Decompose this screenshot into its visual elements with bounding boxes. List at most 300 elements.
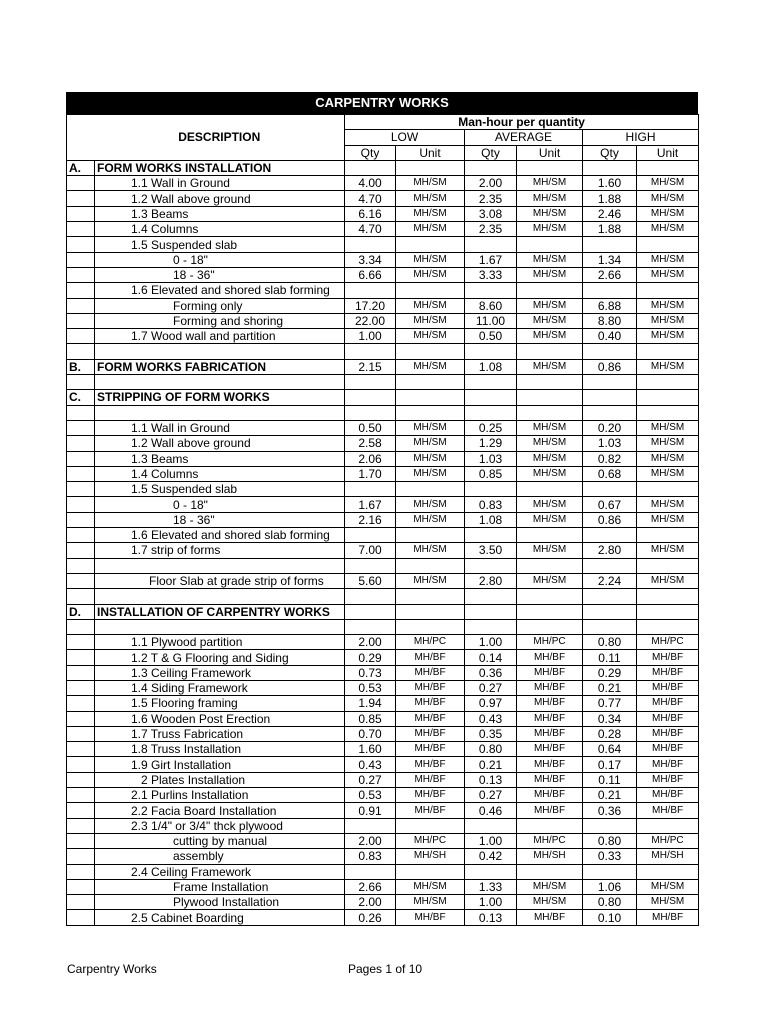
low-unit-cell: MH/PC bbox=[396, 635, 465, 650]
low-unit-cell bbox=[396, 375, 465, 390]
average-qty-cell bbox=[465, 864, 517, 879]
low-unit-cell bbox=[396, 237, 465, 252]
average-unit-cell: MH/SM bbox=[517, 298, 583, 313]
table-row bbox=[67, 176, 699, 191]
average-qty-cell: 0.27 bbox=[465, 788, 517, 803]
header-row-2 bbox=[67, 130, 699, 145]
high-qty-cell: 2.24 bbox=[583, 573, 637, 588]
average-unit-cell: MH/SM bbox=[517, 543, 583, 558]
low-qty-cell: 6.66 bbox=[345, 267, 396, 282]
sheet-title: CARPENTRY WORKS bbox=[66, 92, 698, 114]
high-unit-cell bbox=[637, 604, 699, 619]
high-unit-cell: MH/SM bbox=[637, 573, 699, 588]
low-unit-cell: MH/SM bbox=[396, 222, 465, 237]
low-unit-cell: MH/SM bbox=[396, 420, 465, 435]
average-qty-cell bbox=[465, 482, 517, 497]
high-qty-cell bbox=[583, 619, 637, 634]
high-qty-cell: 2.66 bbox=[583, 267, 637, 282]
low-qty-cell: 1.60 bbox=[345, 742, 396, 757]
section-letter bbox=[67, 405, 95, 420]
low-unit-cell bbox=[396, 818, 465, 833]
high-qty-cell: 1.34 bbox=[583, 252, 637, 267]
low-unit-cell: MH/SM bbox=[396, 879, 465, 894]
average-unit-cell bbox=[517, 160, 583, 175]
low-qty-cell: 2.15 bbox=[345, 359, 396, 374]
average-unit-cell: MH/SM bbox=[517, 436, 583, 451]
high-unit-cell bbox=[637, 390, 699, 405]
average-qty-cell bbox=[465, 283, 517, 298]
low-qty-cell bbox=[345, 390, 396, 405]
section-letter bbox=[67, 818, 95, 833]
high-unit-cell: MH/BF bbox=[637, 757, 699, 772]
high-qty-cell: 0.11 bbox=[583, 650, 637, 665]
high-qty-cell bbox=[583, 528, 637, 543]
high-qty-cell: 0.11 bbox=[583, 772, 637, 787]
high-qty-cell: 0.40 bbox=[583, 329, 637, 344]
high-unit-cell: MH/PC bbox=[637, 833, 699, 848]
low-unit-cell: MH/SM bbox=[396, 466, 465, 481]
average-qty-cell: 1.00 bbox=[465, 833, 517, 848]
item-description bbox=[95, 344, 345, 359]
average-qty-cell: 0.25 bbox=[465, 420, 517, 435]
spacer-row bbox=[67, 375, 699, 390]
high-qty-cell: 0.36 bbox=[583, 803, 637, 818]
section-letter bbox=[67, 680, 95, 695]
high-qty-cell: 0.34 bbox=[583, 711, 637, 726]
average-qty-cell: 0.13 bbox=[465, 910, 517, 925]
section-letter bbox=[67, 313, 95, 328]
average-qty-cell bbox=[465, 558, 517, 573]
average-unit-cell bbox=[517, 375, 583, 390]
item-description: 1.5 Suspended slab bbox=[95, 482, 345, 497]
table-row bbox=[67, 711, 699, 726]
high-qty-cell: 0.67 bbox=[583, 497, 637, 512]
low-qty-cell: 0.70 bbox=[345, 726, 396, 741]
table-row bbox=[67, 512, 699, 527]
average-qty-cell: 0.14 bbox=[465, 650, 517, 665]
section-letter bbox=[67, 757, 95, 772]
section-letter bbox=[67, 283, 95, 298]
low-qty-cell: 0.53 bbox=[345, 788, 396, 803]
high-qty-cell: 0.82 bbox=[583, 451, 637, 466]
item-description: 1.6 Wooden Post Erection bbox=[95, 711, 345, 726]
average-qty-header: Qty bbox=[465, 145, 517, 160]
section-letter: A. bbox=[67, 160, 95, 175]
high-unit-cell: MH/BF bbox=[637, 665, 699, 680]
low-unit-cell: MH/SM bbox=[396, 512, 465, 527]
low-qty-cell: 2.58 bbox=[345, 436, 396, 451]
item-description: 1.3 Beams bbox=[95, 206, 345, 221]
table-row bbox=[67, 436, 699, 451]
high-qty-cell bbox=[583, 405, 637, 420]
item-description: 1.2 T & G Flooring and Siding bbox=[95, 650, 345, 665]
high-qty-cell bbox=[583, 160, 637, 175]
high-unit-cell bbox=[637, 864, 699, 879]
low-qty-cell: 0.85 bbox=[345, 711, 396, 726]
high-qty-cell: 0.80 bbox=[583, 833, 637, 848]
average-qty-cell: 0.85 bbox=[465, 466, 517, 481]
high-unit-cell: MH/BF bbox=[637, 788, 699, 803]
low-unit-cell: MH/BF bbox=[396, 711, 465, 726]
low-qty-cell bbox=[345, 375, 396, 390]
low-unit-cell: MH/BF bbox=[396, 757, 465, 772]
low-unit-cell bbox=[396, 528, 465, 543]
item-description: 2.5 Cabinet Boarding bbox=[95, 910, 345, 925]
table-row bbox=[67, 298, 699, 313]
high-qty-cell: 0.64 bbox=[583, 742, 637, 757]
section-letter bbox=[67, 665, 95, 680]
footer-title: Carpentry Works bbox=[67, 962, 157, 976]
high-qty-cell: 1.88 bbox=[583, 222, 637, 237]
average-unit-cell bbox=[517, 818, 583, 833]
section-letter bbox=[67, 788, 95, 803]
average-unit-cell bbox=[517, 283, 583, 298]
section-title: STRIPPING OF FORM WORKS bbox=[95, 390, 345, 405]
section-letter: B. bbox=[67, 359, 95, 374]
low-unit-cell: MH/BF bbox=[396, 910, 465, 925]
item-description: cutting by manual bbox=[95, 833, 345, 848]
average-qty-cell: 0.13 bbox=[465, 772, 517, 787]
table-row bbox=[67, 680, 699, 695]
average-unit-cell: MH/BF bbox=[517, 665, 583, 680]
section-letter bbox=[67, 466, 95, 481]
average-qty-cell: 2.80 bbox=[465, 573, 517, 588]
low-unit-cell: MH/SM bbox=[396, 895, 465, 910]
low-unit-cell: MH/SM bbox=[396, 267, 465, 282]
section-row bbox=[67, 390, 699, 405]
high-unit-cell: MH/SM bbox=[637, 451, 699, 466]
low-qty-cell: 0.27 bbox=[345, 772, 396, 787]
low-qty-cell: 1.00 bbox=[345, 329, 396, 344]
average-unit-cell: MH/SM bbox=[517, 176, 583, 191]
spacer-row bbox=[67, 344, 699, 359]
table-row bbox=[67, 329, 699, 344]
high-unit-cell bbox=[637, 818, 699, 833]
section-letter bbox=[67, 573, 95, 588]
high-unit-cell: MH/BF bbox=[637, 711, 699, 726]
section-row bbox=[67, 604, 699, 619]
item-description bbox=[95, 619, 345, 634]
table-row bbox=[67, 742, 699, 757]
average-qty-cell: 0.27 bbox=[465, 680, 517, 695]
table-row bbox=[67, 573, 699, 588]
table-row bbox=[67, 497, 699, 512]
low-unit-cell: MH/PC bbox=[396, 833, 465, 848]
average-unit-cell: MH/SM bbox=[517, 573, 583, 588]
average-unit-cell: MH/PC bbox=[517, 635, 583, 650]
item-description bbox=[95, 589, 345, 604]
high-unit-cell bbox=[637, 344, 699, 359]
high-unit-cell: MH/SM bbox=[637, 895, 699, 910]
high-unit-cell: MH/SM bbox=[637, 298, 699, 313]
section-title: FORM WORKS INSTALLATION bbox=[95, 160, 345, 175]
high-qty-cell bbox=[583, 604, 637, 619]
low-unit-cell: MH/BF bbox=[396, 772, 465, 787]
low-unit-cell: MH/SM bbox=[396, 252, 465, 267]
section-letter bbox=[67, 436, 95, 451]
low-qty-cell: 2.06 bbox=[345, 451, 396, 466]
high-unit-cell bbox=[637, 160, 699, 175]
item-description bbox=[95, 558, 345, 573]
footer-page-number: Pages 1 of 10 bbox=[348, 962, 423, 976]
item-description: 2.4 Ceiling Framework bbox=[95, 864, 345, 879]
spacer-row bbox=[67, 619, 699, 634]
average-qty-cell bbox=[465, 344, 517, 359]
table-row bbox=[67, 482, 699, 497]
section-row bbox=[67, 160, 699, 175]
high-qty-cell: 1.06 bbox=[583, 879, 637, 894]
low-unit-cell: MH/SM bbox=[396, 573, 465, 588]
high-unit-cell: MH/BF bbox=[637, 680, 699, 695]
low-qty-cell: 4.70 bbox=[345, 191, 396, 206]
high-unit-cell: MH/SM bbox=[637, 191, 699, 206]
item-description: 1.7 Wood wall and partition bbox=[95, 329, 345, 344]
average-qty-cell: 1.08 bbox=[465, 359, 517, 374]
average-unit-cell bbox=[517, 405, 583, 420]
high-qty-cell: 0.77 bbox=[583, 696, 637, 711]
low-qty-cell: 2.00 bbox=[345, 833, 396, 848]
item-description: 1.8 Truss Installation bbox=[95, 742, 345, 757]
table-row bbox=[67, 283, 699, 298]
header-desc-cell bbox=[95, 145, 345, 160]
average-unit-cell: MH/SH bbox=[517, 849, 583, 864]
high-unit-cell: MH/SM bbox=[637, 420, 699, 435]
low-qty-cell: 0.43 bbox=[345, 757, 396, 772]
item-description: 0 - 18" bbox=[95, 497, 345, 512]
item-description: 1.1 Wall in Ground bbox=[95, 420, 345, 435]
average-unit-cell: MH/BF bbox=[517, 757, 583, 772]
high-qty-cell: 0.28 bbox=[583, 726, 637, 741]
low-unit-cell bbox=[396, 558, 465, 573]
high-qty-cell: 2.80 bbox=[583, 543, 637, 558]
low-qty-cell: 2.66 bbox=[345, 879, 396, 894]
table-row bbox=[67, 528, 699, 543]
low-qty-cell: 3.34 bbox=[345, 252, 396, 267]
low-unit-cell: MH/SM bbox=[396, 359, 465, 374]
high-unit-cell bbox=[637, 405, 699, 420]
average-unit-cell bbox=[517, 482, 583, 497]
table-row bbox=[67, 451, 699, 466]
high-qty-cell bbox=[583, 344, 637, 359]
high-unit-header: Unit bbox=[637, 145, 699, 160]
item-description: Forming only bbox=[95, 298, 345, 313]
high-qty-cell bbox=[583, 237, 637, 252]
average-unit-cell: MH/SM bbox=[517, 222, 583, 237]
table-row bbox=[67, 665, 699, 680]
low-qty-cell: 2.00 bbox=[345, 895, 396, 910]
low-unit-cell: MH/BF bbox=[396, 788, 465, 803]
average-qty-cell: 1.29 bbox=[465, 436, 517, 451]
high-unit-cell: MH/BF bbox=[637, 650, 699, 665]
table-row bbox=[67, 803, 699, 818]
high-unit-cell bbox=[637, 619, 699, 634]
item-description: 1.7 strip of forms bbox=[95, 543, 345, 558]
average-unit-cell: MH/SM bbox=[517, 497, 583, 512]
average-qty-cell: 3.08 bbox=[465, 206, 517, 221]
header-row-1 bbox=[67, 115, 699, 130]
section-letter bbox=[67, 298, 95, 313]
high-unit-cell: MH/SM bbox=[637, 267, 699, 282]
section-letter bbox=[67, 849, 95, 864]
low-unit-cell: MH/SM bbox=[396, 191, 465, 206]
low-unit-cell: MH/SM bbox=[396, 451, 465, 466]
high-unit-cell bbox=[637, 528, 699, 543]
section-letter bbox=[67, 482, 95, 497]
high-unit-cell: MH/SM bbox=[637, 176, 699, 191]
average-header: AVERAGE bbox=[465, 130, 583, 145]
high-unit-cell: MH/SM bbox=[637, 359, 699, 374]
high-qty-cell bbox=[583, 589, 637, 604]
low-unit-cell: MH/BF bbox=[396, 726, 465, 741]
section-letter bbox=[67, 237, 95, 252]
low-unit-cell: MH/SM bbox=[396, 497, 465, 512]
section-letter bbox=[67, 497, 95, 512]
table-row bbox=[67, 237, 699, 252]
high-qty-cell bbox=[583, 818, 637, 833]
high-unit-cell: MH/SM bbox=[637, 252, 699, 267]
average-unit-cell: MH/BF bbox=[517, 726, 583, 741]
average-qty-cell bbox=[465, 390, 517, 405]
low-qty-cell: 0.50 bbox=[345, 420, 396, 435]
section-letter bbox=[67, 252, 95, 267]
average-unit-cell: MH/SM bbox=[517, 895, 583, 910]
table-row bbox=[67, 206, 699, 221]
low-unit-cell: MH/BF bbox=[396, 650, 465, 665]
low-qty-cell bbox=[345, 604, 396, 619]
header-letter-cell bbox=[67, 130, 95, 145]
low-qty-cell bbox=[345, 237, 396, 252]
high-qty-cell: 1.03 bbox=[583, 436, 637, 451]
low-qty-cell: 1.94 bbox=[345, 696, 396, 711]
low-qty-cell bbox=[345, 864, 396, 879]
high-qty-cell bbox=[583, 283, 637, 298]
low-unit-cell bbox=[396, 160, 465, 175]
high-header: HIGH bbox=[583, 130, 699, 145]
section-letter bbox=[67, 176, 95, 191]
section-letter bbox=[67, 803, 95, 818]
high-unit-cell bbox=[637, 283, 699, 298]
low-unit-cell: MH/SH bbox=[396, 849, 465, 864]
average-qty-cell: 1.33 bbox=[465, 879, 517, 894]
low-qty-cell bbox=[345, 405, 396, 420]
high-unit-cell: MH/BF bbox=[637, 772, 699, 787]
table-row bbox=[67, 635, 699, 650]
average-unit-cell: MH/BF bbox=[517, 788, 583, 803]
average-unit-cell: MH/SM bbox=[517, 267, 583, 282]
low-qty-cell bbox=[345, 818, 396, 833]
average-unit-cell bbox=[517, 237, 583, 252]
item-description: 1.7 Truss Fabrication bbox=[95, 726, 345, 741]
high-qty-cell: 0.33 bbox=[583, 849, 637, 864]
spacer-row bbox=[67, 405, 699, 420]
average-qty-cell: 0.80 bbox=[465, 742, 517, 757]
section-letter bbox=[67, 558, 95, 573]
average-unit-cell bbox=[517, 558, 583, 573]
table-row bbox=[67, 833, 699, 848]
high-unit-cell: MH/SM bbox=[637, 313, 699, 328]
high-unit-cell: MH/SH bbox=[637, 849, 699, 864]
average-unit-cell: MH/BF bbox=[517, 680, 583, 695]
average-qty-cell bbox=[465, 528, 517, 543]
low-qty-cell: 5.60 bbox=[345, 573, 396, 588]
table-row bbox=[67, 910, 699, 925]
average-unit-cell: MH/SM bbox=[517, 329, 583, 344]
spacer-row bbox=[67, 589, 699, 604]
low-qty-cell: 17.20 bbox=[345, 298, 396, 313]
section-letter bbox=[67, 833, 95, 848]
table-row bbox=[67, 222, 699, 237]
manhour-table bbox=[66, 114, 699, 926]
header-desc-cell bbox=[95, 115, 345, 130]
low-unit-cell: MH/BF bbox=[396, 742, 465, 757]
average-unit-cell: MH/BF bbox=[517, 711, 583, 726]
low-qty-cell: 0.83 bbox=[345, 849, 396, 864]
high-unit-cell: MH/SM bbox=[637, 329, 699, 344]
average-qty-cell: 11.00 bbox=[465, 313, 517, 328]
average-unit-cell: MH/SM bbox=[517, 206, 583, 221]
item-description: 1.2 Wall above ground bbox=[95, 191, 345, 206]
high-qty-cell: 0.80 bbox=[583, 635, 637, 650]
section-letter bbox=[67, 696, 95, 711]
low-unit-cell bbox=[396, 405, 465, 420]
section-letter bbox=[67, 864, 95, 879]
average-qty-cell: 0.97 bbox=[465, 696, 517, 711]
table-row bbox=[67, 757, 699, 772]
high-unit-cell: MH/BF bbox=[637, 803, 699, 818]
average-unit-cell bbox=[517, 864, 583, 879]
section-letter bbox=[67, 222, 95, 237]
average-unit-cell bbox=[517, 344, 583, 359]
average-qty-cell: 3.50 bbox=[465, 543, 517, 558]
average-unit-cell: MH/SM bbox=[517, 252, 583, 267]
average-unit-cell: MH/SM bbox=[517, 512, 583, 527]
table-row bbox=[67, 895, 699, 910]
low-unit-cell: MH/BF bbox=[396, 696, 465, 711]
average-qty-cell bbox=[465, 619, 517, 634]
average-qty-cell: 0.83 bbox=[465, 497, 517, 512]
table-row bbox=[67, 879, 699, 894]
low-qty-cell: 2.16 bbox=[345, 512, 396, 527]
low-unit-cell bbox=[396, 589, 465, 604]
low-qty-header: Qty bbox=[345, 145, 396, 160]
table-row bbox=[67, 772, 699, 787]
table-row bbox=[67, 696, 699, 711]
low-qty-cell: 0.26 bbox=[345, 910, 396, 925]
low-unit-cell bbox=[396, 619, 465, 634]
high-unit-cell bbox=[637, 482, 699, 497]
low-qty-cell bbox=[345, 344, 396, 359]
section-title: FORM WORKS FABRICATION bbox=[95, 359, 345, 374]
table-row bbox=[67, 788, 699, 803]
low-unit-cell: MH/SM bbox=[396, 313, 465, 328]
low-unit-cell: MH/SM bbox=[396, 329, 465, 344]
low-qty-cell: 4.00 bbox=[345, 176, 396, 191]
high-qty-cell: 0.86 bbox=[583, 512, 637, 527]
section-letter bbox=[67, 512, 95, 527]
average-unit-cell: MH/SM bbox=[517, 191, 583, 206]
low-qty-cell: 2.00 bbox=[345, 635, 396, 650]
low-unit-cell bbox=[396, 864, 465, 879]
section-letter bbox=[67, 191, 95, 206]
high-unit-cell: MH/PC bbox=[637, 635, 699, 650]
item-description: 1.5 Suspended slab bbox=[95, 237, 345, 252]
item-description: 1.2 Wall above ground bbox=[95, 436, 345, 451]
section-letter bbox=[67, 635, 95, 650]
high-unit-cell: MH/SM bbox=[637, 512, 699, 527]
section-letter bbox=[67, 375, 95, 390]
low-qty-cell: 0.53 bbox=[345, 680, 396, 695]
low-unit-cell bbox=[396, 390, 465, 405]
